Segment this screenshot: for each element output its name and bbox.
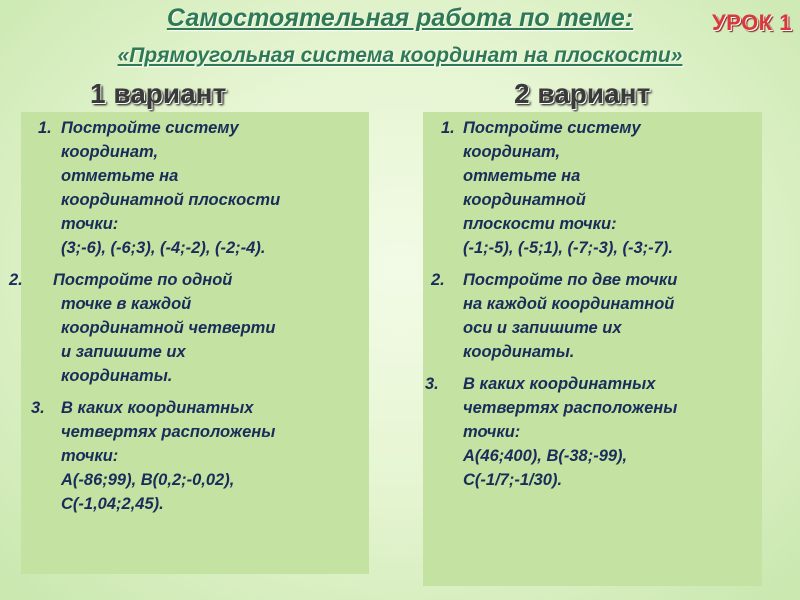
task-line: Постройте систему (61, 119, 239, 137)
task-points: (-1;-5), (-5;1), (-7;-3), (-3;-7). (463, 239, 673, 257)
task-line: координат, (61, 143, 159, 161)
task-line: Постройте систему (463, 119, 641, 137)
task-line: отметьте на (61, 167, 179, 185)
task-points: С(-1,04;2,45). (61, 495, 164, 513)
task-points: (3;-6), (-6;3), (-4;-2), (-2;-4). (61, 239, 266, 257)
variant-2-task-2 (433, 268, 758, 364)
task-points: А(-86;99), В(0,2;-0,02), (61, 471, 235, 489)
task-number: 3. (31, 399, 45, 417)
task-number: 3. (425, 375, 439, 393)
variant-2-panel (423, 112, 762, 586)
variant-2-task-3 (425, 372, 758, 492)
variant-1-panel (9, 112, 369, 574)
task-line: точки: (463, 423, 521, 441)
variant-1-heading: 1 вариант (90, 78, 227, 109)
task-line: В каких координатных (61, 399, 254, 417)
lesson-badge: УРОК 1 (712, 10, 792, 35)
variant-1-task-3 (31, 396, 365, 516)
task-line: координат, (463, 143, 561, 161)
task-line: точки: (61, 215, 119, 233)
task-line: В каких координатных (463, 375, 656, 393)
task-line: оси и запишите их (463, 319, 622, 337)
task-line: точке в каждой (61, 295, 192, 313)
task-number: 2. (431, 271, 445, 289)
page-title: Самостоятельная работа по теме: (166, 4, 634, 32)
variant-1-task-2 (9, 268, 365, 388)
variant-2-heading: 2 вариант (514, 78, 651, 109)
task-line: координатной четверти (61, 319, 276, 337)
task-line: отметьте на (463, 167, 581, 185)
task-line: Постройте по две точки (463, 271, 678, 289)
page-subtitle: «Прямоугольная система координат на плоскости» (117, 44, 683, 67)
task-line: координаты. (61, 367, 173, 385)
task-line: на каждой координатной (463, 295, 675, 313)
task-points: С(-1/7;-1/30). (463, 471, 563, 489)
task-number: 1. (38, 119, 52, 137)
task-line: четвертях расположены (463, 399, 678, 417)
task-line: плоскости точки: (463, 215, 617, 233)
task-line: точки: (61, 447, 119, 465)
task-line: четвертях расположены (61, 423, 276, 441)
task-line: координатной (463, 191, 586, 209)
task-line: и запишите их (61, 343, 186, 361)
task-number: 2. (9, 271, 23, 289)
variant-2-task-1 (433, 116, 758, 260)
variant-1-task-1 (31, 116, 365, 260)
task-points: А(46;400), В(-38;-99), (463, 447, 628, 465)
task-line: координатной плоскости (61, 191, 281, 209)
task-line: координаты. (463, 343, 575, 361)
task-number: 1. (441, 119, 455, 137)
task-line: Постройте по одной (53, 271, 233, 289)
